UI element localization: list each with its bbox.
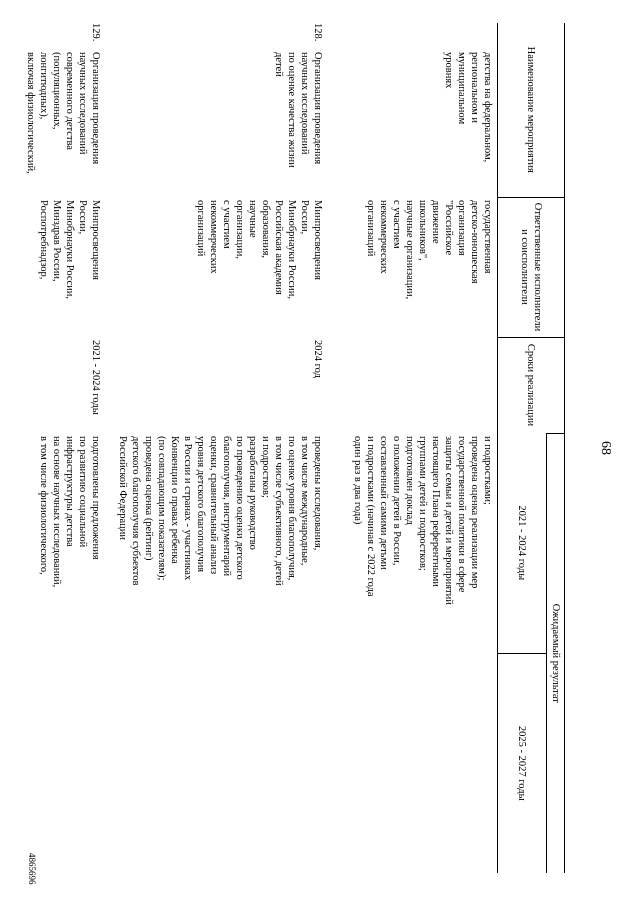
document-code: 4865696 bbox=[27, 853, 37, 885]
table-row bbox=[22, 23, 106, 873]
row-number: 129. bbox=[90, 23, 102, 42]
row-term: 2021 - 2024 годы bbox=[90, 340, 102, 415]
header-period-2021-2024: 2021 - 2024 годы bbox=[498, 433, 547, 653]
row-responsible: Минпросвещения России, Минобрнауки России, Минздрав России, Роспотребнадзор, bbox=[38, 200, 102, 300]
plan-table bbox=[22, 23, 566, 873]
row-responsible: государственная детско-юношеская организация "Российское движение школьников", научные организации, с участием некоммерческих организаций bbox=[365, 200, 493, 300]
row-result-2021-2024: подготовлены предложения по развитию социальной инфраструктуры детства на основе научных исследований, в том числе физиологического, bbox=[38, 436, 102, 588]
page-number: 68 bbox=[598, 441, 613, 455]
row-event-name: Организация проведения научных исследований по оценке качества жизни детей bbox=[273, 52, 324, 168]
row-term bbox=[328, 337, 498, 433]
header-term: Сроки реализации bbox=[498, 337, 565, 433]
row-responsible: Минпросвещения России, Минобрнауки России, Российская академия образования, научные организации, с участием некоммерческих организаций bbox=[195, 200, 324, 300]
header-expected-result: Ожидаемый результат bbox=[547, 433, 565, 873]
row-term: 2024 год bbox=[312, 340, 324, 378]
table-row bbox=[328, 23, 498, 873]
row-result-2025-2027 bbox=[22, 653, 106, 873]
table-row bbox=[106, 23, 328, 873]
header-name: Наименование мероприятия bbox=[498, 23, 565, 197]
row-result-2025-2027 bbox=[328, 653, 498, 873]
rotated-page bbox=[25, 23, 613, 885]
row-result-2025-2027 bbox=[106, 653, 328, 873]
row-number bbox=[328, 23, 498, 49]
header-period-2025-2027: 2025 - 2027 годы bbox=[498, 653, 547, 873]
row-result-2021-2024: и подростками; проведена оценка реализации мер государственной политики в сфере защиты семьи и детей и мероприятий настоящего Плана референтными группами детей и подростков; подготовлен доклад о положении детей в России, составленный самими детьми и подростками (начиная с 2022 года один раз в два года) bbox=[352, 436, 493, 605]
row-event-name: детства на федеральном, региональном и муниципальном уровнях bbox=[443, 52, 493, 163]
row-event-name: Организация проведения научных исследований современного детства (популяционных, лонгитюдных), включая физиологический, bbox=[25, 52, 102, 174]
row-number: 128. bbox=[312, 23, 324, 42]
header-responsible: Ответственные исполнители и соисполнители bbox=[498, 197, 565, 337]
row-result-2021-2024: проведены исследования, в том числе международные, по оценке уровня благополучия, в том числе субъективного, детей и подростков; разработаны руководство по проведению оценки детского благополучия, инструментарий оценки, сравнительный анализ уровня детского благополучия в России и странах - участниках Конвенции о правах ребенка (по совпадающим показателям); проведена оценка (рейтинг) детского благополучия субъектов Российской Федерации bbox=[117, 436, 324, 586]
